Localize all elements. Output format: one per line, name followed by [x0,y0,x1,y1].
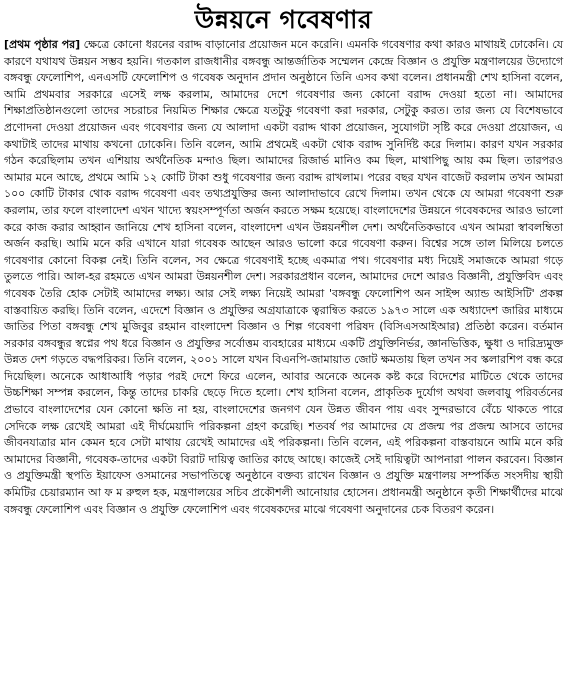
article-body [4,37,563,518]
newspaper-clipping [0,5,567,692]
continued-from-front-page-label: [প্রথম পৃষ্ঠার পর] [4,38,81,51]
article-body-text: ক্ষেত্রে কোনো ধরনের বরাদ্দ বাড়ানোর প্রয়োজন মনে করেনি। এমনকি গবেষণার কথা কারও মাথায়ই ঢোকেনি। যে কারণে যথাযথ উন্নয়ন সম্ভব হয়নি। গতকাল রাজধানীর বঙ্গবন্ধু আন্তর্জাতিক সম্মেলন কেন্দ্রে বিজ্ঞান ও প্রযুক্তি মন্ত্রণালয়ের উদ্যোগে বঙ্গবন্ধু ফেলোশিপ, এনএসটি ফেলোশিপ ও গবেষক অনুদান প্রদান অনুষ্ঠানে তিনি এসব কথা বলেন। প্রধানমন্ত্রী শেখ হাসিনা বলেন, আমি প্রথমবার সরকারে এসেই লক্ষ করলাম, আমাদের দেশে গবেষণার জন্য কোনো বরাদ্দ দেওয়া হতো না। আমাদের শিক্ষাপ্রতিষ্ঠানগুলো তাদের সচরাচর নিয়মিত শিক্ষার ক্ষেত্রে যতটুকু গবেষণা করা দরকার, সেটুকু করত। তার জন্য যে বিশেষভাবে প্রণোদনা দেওয়া প্রয়োজন এবং গবেষণার জন্য যে আলাদা একটা বরাদ্দ থাকা প্রয়োজন, সুযোগটা সৃষ্টি করে দেওয়া প্রয়োজন, এ কথাটাই তাদের মাথায় কখনো ঢোকেনি। তিনি বলেন, আমি প্রথমেই একটা থোক বরাদ্দ সুনির্দিষ্ট করে দিলাম। কারণ যখন সরকার গঠন করেছিলাম তখন এশিয়ায় অর্থনৈতিক মন্দাও ছিল। আমাদের রিজার্ভ মানিও কম ছিল, মাথাপিছু আয় কম ছিল। তারপরও আমার মনে আছে, প্রথমে আমি ১২ কোটি টাকা শুধু গবেষণার জন্য বরাদ্দ রাখলাম। পরের বছর যখন বাজেট করলাম তখন আমরা ১০০ কোটি টাকার থোক বরাদ্দ গবেষণা এবং তথ্যপ্রযুক্তির জন্য আলাদাভাবে রেখে দিলাম। তখন থেকে যে আমরা গবেষণা শুরু করলাম, তার ফলে বাংলাদেশ এখন খাদ্যে স্বয়ংসম্পূর্ণতা অর্জন করতে সক্ষম হয়েছে। বাংলাদেশের উন্নয়নে গবেষকদের আরও ভালো করে কাজ করার আহ্বান জানিয়ে শেখ হাসিনা বলেন, বাংলাদেশ এখন উন্নয়নশীল দেশ। অর্থনৈতিকভাবে এখন আমরা স্বাবলম্বিতা অর্জন করছি। আমি মনে করি এখানে যারা গবেষক আছেন আরও ভালো করে গবেষণা করুন। বিশ্বের সঙ্গে তাল মিলিয়ে চলতে গবেষণার কোনো বিকল্প নেই। তিনি বলেন, সব ক্ষেত্রে গবেষণাই হচ্ছে একমাত্র পথ। গবেষণার মধ্য দিয়েই সমাজকে আমরা গড়ে তুলতে পারি। আল-হর রহমতে এখন আমরা উন্নয়নশীল দেশ। সরকারপ্রধান বলেন, আমাদের দেশে আরও বিজ্ঞানী, প্রযুক্তিবিদ এবং গবেষক তৈরি হোক সেটাই আমাদের লক্ষ্য। আর সেই লক্ষ্য নিয়েই আমরা 'বঙ্গবন্ধু ফেলোশিপ অন সাইন্স অ্যান্ড আইসিটি' প্রকল্প বাস্তবায়িত করছি। তিনি বলেন, এদেশে বিজ্ঞান ও প্রযুক্তির অগ্রযাত্রাকে ত্বরান্বিত করতে ১৯৭৩ সালে এক অধ্যাদেশ জারির মাধ্যমে জাতির পিতা বঙ্গবন্ধু শেখ মুজিবুর রহমান বাংলাদেশ বিজ্ঞান ও শিল্প গবেষণা পরিষদ (বিসিএসআইআর) প্রতিষ্ঠা করেন। বর্তমান সরকার বঙ্গবন্ধুর স্বপ্নের পথ ধরে বিজ্ঞান ও প্রযুক্তির সর্বোত্তম ব্যবহারের মাধ্যমে একটি প্রযুক্তিনির্ভর, জ্ঞানভিত্তিক, ক্ষুধা ও দারিদ্র্যমুক্ত উন্নত দেশ গড়তে বদ্ধপরিকর। তিনি বলেন, ২০০১ সালে যখন বিএনপি-জামায়াত জোট ক্ষমতায় ছিল তখন সব স্কলারশিপ বন্ধ করে দিয়েছিল। অনেকে আধাআধি পড়ার পরই দেশে ফিরে এলেন, আবার অনেকে অনেক কষ্ট করে বিদেশের মাটিতে থেকে তাদের উচ্চশিক্ষা সম্পন্ন করলেন, কিন্তু তাদের চাকরি ছেড়ে দিতে হলো। শেখ হাসিনা বলেন, প্রাকৃতিক দুর্যোগ অথবা জলবায়ু পরিবর্তনের প্রভাবে বাংলাদেশের যেন কোনো ক্ষতি না হয়, বাংলাদেশের জনগণ যেন উন্নত জীবন পায় এবং সুন্দরভাবে বেঁচে থাকতে পারে সেদিকে লক্ষ রেখেই আমরা এই দীর্ঘমেয়াদি পরিকল্পনা গ্রহণ করেছি। শতবর্ষ পর আমাদের যে প্রজন্ম পর প্রজন্ম আসবে তাদের জীবনযাত্রার মান কেমন হবে সেটা মাথায় রেখেই আমাদের এই পরিকল্পনা। তিনি বলেন, এই পরিকল্পনা বাস্তবায়নে আমি মনে করি আমাদের বিজ্ঞানী, গবেষক-তাদের একটা বিরাট দায়িত্ব জাতির কাছে আছে। কাজেই সেই দায়িত্বটা আপনারা পালন করবেন। বিজ্ঞান ও প্রযুক্তিমন্ত্রী স্থপতি ইয়াফেস ওসমানের সভাপতিত্বে অনুষ্ঠানে বক্তব্য রাখেন বিজ্ঞান ও প্রযুক্তি মন্ত্রণালয় সম্পর্কিত সংসদীয় স্থায়ী কমিটির চেয়ারম্যান আ ফ ম রুহুল হক, মন্ত্রণালয়ের সচিব প্রকৌশলী আনোয়ার হোসেন। প্রধানমন্ত্রী অনুষ্ঠানে কৃতী শিক্ষার্থীদের মাঝে বঙ্গবন্ধু ফেলোশিপ এবং বিজ্ঞান ও প্রযুক্তি ফেলোশিপ এবং গবেষকদের মাঝে গবেষণা অনুদানের চেক বিতরণ করেন। [4,38,563,516]
article-headline: উন্নয়নে গবেষণার [194,5,373,34]
